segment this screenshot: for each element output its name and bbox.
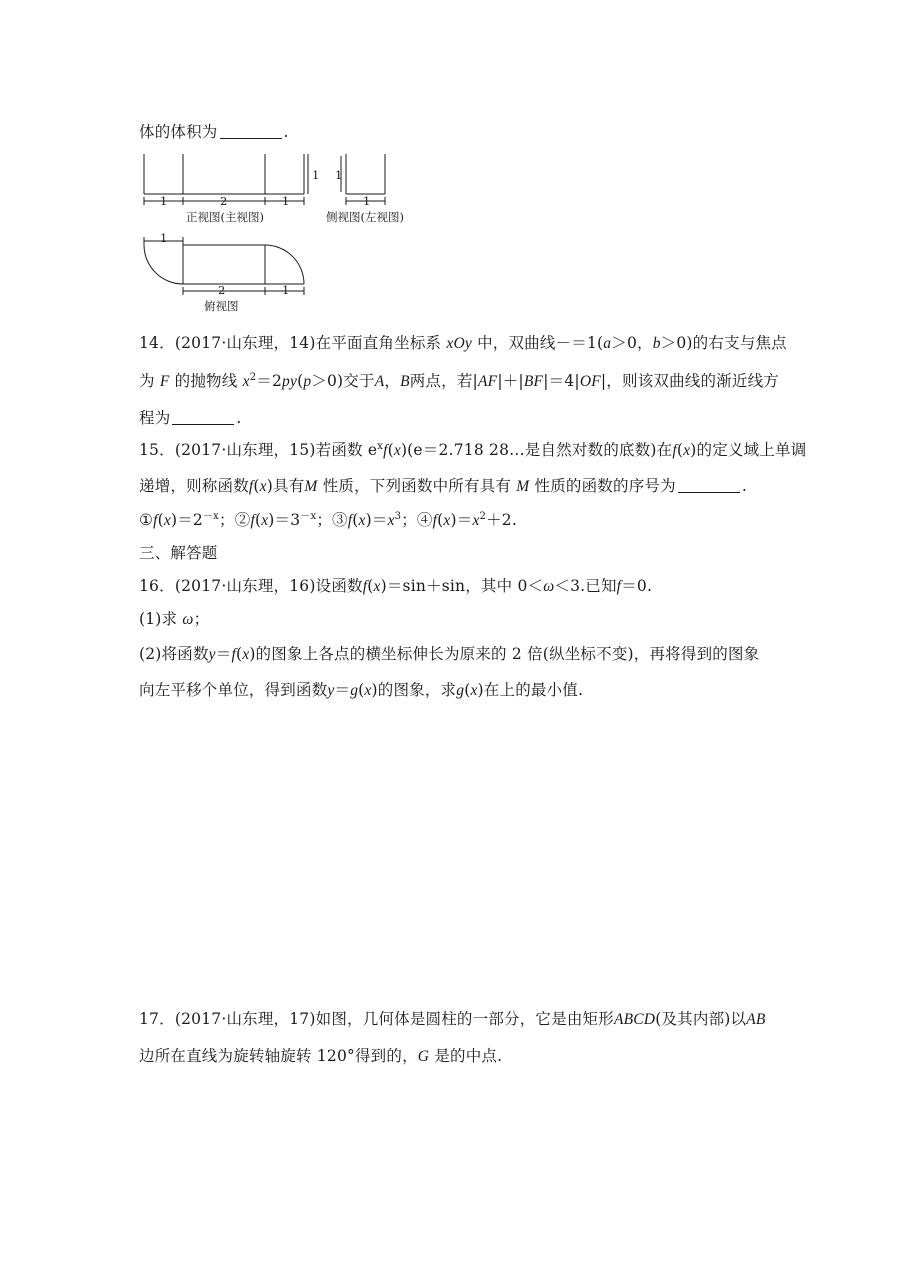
q17-line-2: 边所在直线为旋转轴旋转 120°得到的，G 是的中点. [139, 1047, 503, 1065]
q15-line-2: 递增，则称函数f(x)具有M 性质，下列函数中所有具有 M 性质的函数的序号为 . [139, 477, 747, 495]
q14-line-2: 为 F 的抛物线 $x^2=2py(p>0)$交于A，B两点，若|AF|＋|BF|＝4|OF|，则该双曲线的渐近线方 [139, 372, 779, 390]
q15-line-1: 15．(2017·山东理，15)若函数 $e^xf(x)(e=2.718$ 28…是自然对数的底数)在f(x)的定义域上单调 [139, 441, 807, 459]
front-dim-2: 2 [220, 194, 228, 208]
front-height: 1 [312, 168, 320, 182]
front-dim-3: 1 [282, 194, 290, 208]
q16-line-1: 16．(2017·山东理，16)设函数f(x)＝sin＋sin，其中 0＜ω＜3.已知f＝0. [139, 577, 653, 595]
q14-line-1: 14．(2017·山东理，14)在平面直角坐标系 xOy 中，双曲线－＝1(a＞0，b＞0)的右支与焦点 [139, 334, 787, 352]
top-dim-3: 1 [282, 283, 290, 297]
side-view-caption: 侧视图(左视图) [326, 210, 404, 224]
q16-part-1: (1)求 ω； [139, 610, 210, 628]
q15-options: $①f(x)=2^{-x}$；$②f(x)=3^{-x}$；$③f(x)=x^3$；$④f(x)=x^2+2$. [139, 511, 517, 529]
section-heading: 三、解答题 [139, 544, 218, 562]
top-view-caption: 俯视图 [204, 299, 239, 313]
answer-blank [678, 478, 740, 493]
top-dim-1: 1 [160, 231, 168, 245]
side-height: 1 [335, 168, 343, 182]
answer-blank [172, 410, 234, 425]
q16-part-2: (2)将函数y＝f(x)的图象上各点的横坐标伸长为原来的 2 倍(纵坐标不变)，再将得到的图象 [139, 645, 760, 663]
q14-line-3: 程为 . [139, 409, 242, 427]
front-dim-1: 1 [160, 194, 168, 208]
q13-tail-line: 体的体积为 . [139, 123, 289, 141]
top-dim-2: 2 [218, 283, 226, 297]
q16-part-2-cont: 向左平移个单位，得到函数y＝g(x)的图象，求g(x)在上的最小值. [139, 681, 584, 699]
answer-blank [220, 124, 282, 139]
q17-line-1: 17．(2017·山东理，17)如图，几何体是圆柱的一部分，它是由矩形ABCD(及其内部)以AB [139, 1010, 766, 1028]
side-dim-1: 1 [363, 194, 371, 208]
front-view-caption: 正视图(主视图) [186, 210, 264, 224]
